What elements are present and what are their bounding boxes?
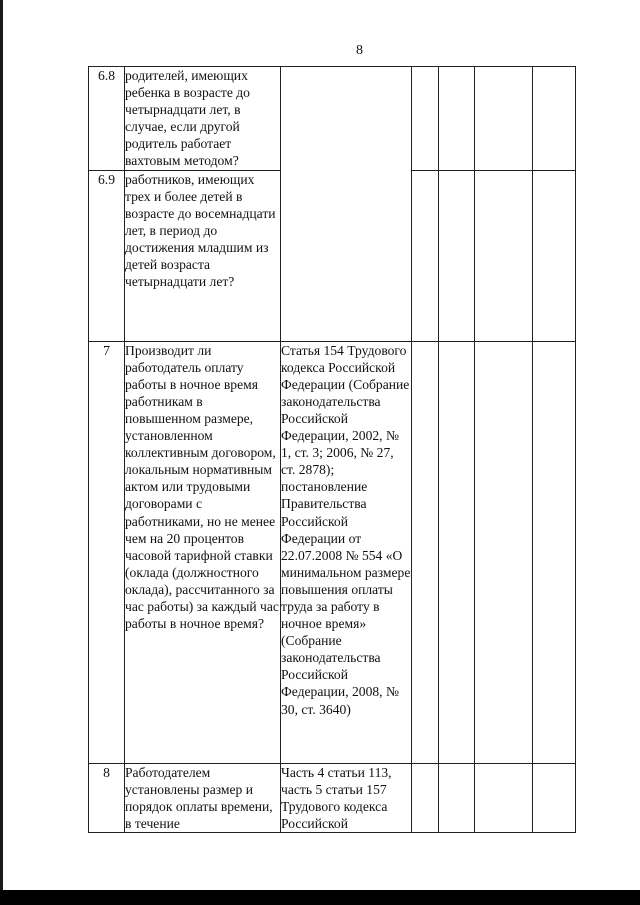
question-text: работников, имеющих трех и более детей в возрасте до восемнадцати лет, в период до достижения младшим из детей возраста четырнадцати лет? — [125, 171, 276, 290]
checklist-table — [88, 66, 576, 833]
row-number-cell — [89, 763, 125, 832]
question-cell — [125, 763, 281, 832]
answer-yes-cell — [412, 341, 439, 763]
remarks-cell — [533, 170, 576, 341]
table-row — [89, 67, 576, 171]
row-number: 6.9 — [98, 171, 115, 187]
answer-no-cell — [439, 170, 475, 341]
scan-left-edge — [0, 0, 3, 905]
row-number: 7 — [103, 342, 110, 358]
question-text: Работодателем установлены размер и порядок оплаты времени, в течение — [125, 764, 273, 831]
answer-yes-cell — [412, 67, 439, 171]
answer-na-cell — [475, 170, 533, 341]
row-number: 8 — [103, 764, 110, 780]
answer-yes-cell — [412, 170, 439, 341]
legal-basis-cell — [281, 763, 412, 832]
question-cell — [125, 170, 281, 341]
answer-yes-cell — [412, 763, 439, 832]
answer-na-cell — [475, 67, 533, 171]
row-number-cell — [89, 170, 125, 341]
answer-no-cell — [439, 341, 475, 763]
row-number-cell — [89, 67, 125, 171]
answer-no-cell — [439, 67, 475, 171]
row-number-cell — [89, 341, 125, 763]
answer-na-cell — [475, 763, 533, 832]
question-cell — [125, 67, 281, 171]
remarks-cell — [533, 67, 576, 171]
legal-basis-cell — [281, 341, 412, 763]
answer-no-cell — [439, 763, 475, 832]
scan-bottom-edge — [0, 890, 640, 905]
question-text: родителей, имеющих ребенка в возрасте до четырнадцати лет, в случае, если другой родитель работает вахтовым методом? — [125, 68, 250, 169]
table-row — [89, 341, 576, 763]
page-number: 8 — [356, 43, 363, 58]
table-row — [89, 763, 576, 832]
question-text: Производит ли работодатель оплату работы в ночное время работникам в повышенном размере, установленном коллективным договором, локальным нормативным актом или трудовыми договорами с работниками, но не менее чем на 20 процентов часовой тарифной ставки (оклада (должностного оклада), рассчитанного за час работы) за каждый час работы в ночное время? — [125, 342, 279, 632]
question-cell — [125, 341, 281, 763]
remarks-cell — [533, 341, 576, 763]
legal-basis-text: Статья 154 Трудового кодекса Российской Федерации (Собрание законодательства Российской Федерации, 2002, № 1, ст. 3; 2006, № 27, ст. 2878); постановление Правительства Российской Федерации от 22.07.2008 № 554 «О минимальном размере повышения оплаты труда за работу в ночное время» (Собрание законодательства Российской Федерации, 2008, № 30, ст. 3640) — [281, 342, 411, 717]
remarks-cell — [533, 763, 576, 832]
legal-basis-cell — [281, 67, 412, 342]
legal-basis-text: Часть 4 статьи 113, часть 5 статьи 157 Трудового кодекса Российской — [281, 764, 392, 831]
answer-na-cell — [475, 341, 533, 763]
row-number: 6.8 — [98, 68, 115, 83]
